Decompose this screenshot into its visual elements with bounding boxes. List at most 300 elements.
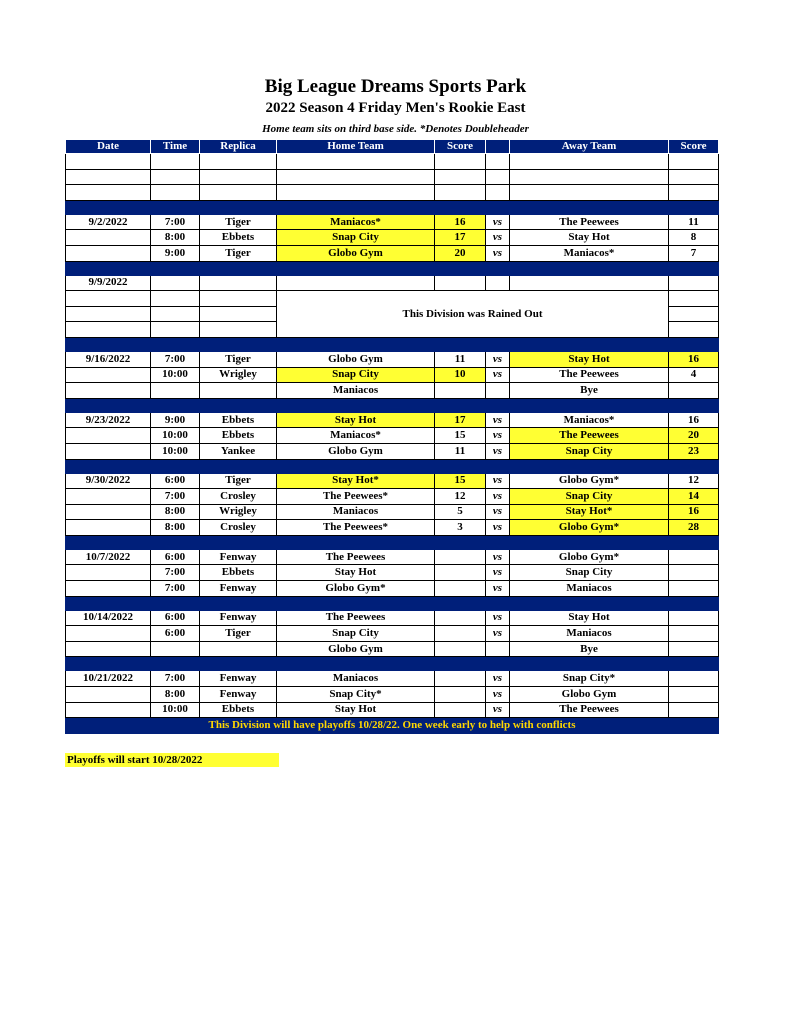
home-team-cell: The Peewees*: [277, 520, 435, 536]
column-header-vs: [486, 140, 510, 154]
home-team-cell: Globo Gym: [277, 641, 435, 657]
doubleheader-note: Home team sits on third base side. *Denotes Doubleheader: [262, 123, 529, 135]
time-cell: 10:00: [151, 367, 200, 383]
time-cell: 7:00: [151, 581, 200, 597]
home-score-cell: [435, 702, 486, 718]
separator-cell: [510, 596, 669, 610]
empty-cell: [151, 169, 200, 185]
empty-cell: [669, 169, 719, 185]
empty-cell: [486, 275, 510, 291]
schedule-table: [65, 139, 719, 734]
empty-cell: [151, 322, 200, 338]
replica-cell: Tiger: [200, 245, 277, 261]
vs-cell: vs: [486, 565, 510, 581]
separator-cell: [200, 596, 277, 610]
empty-cell: [510, 154, 669, 170]
time-cell: 8:00: [151, 504, 200, 520]
vs-cell: vs: [486, 412, 510, 428]
home-score-cell: 5: [435, 504, 486, 520]
column-header-home-team: Home Team: [277, 140, 435, 154]
away-score-cell: 4: [669, 367, 719, 383]
separator-cell: [66, 337, 151, 351]
empty-cell: [277, 169, 435, 185]
time-cell: 10:00: [151, 428, 200, 444]
separator-cell: [669, 535, 719, 549]
away-score-cell: [669, 626, 719, 642]
week-separator: [66, 459, 719, 473]
replica-cell: Tiger: [200, 626, 277, 642]
empty-cell: [200, 275, 277, 291]
replica-cell: Tiger: [200, 214, 277, 230]
home-team-cell: Maniacos: [277, 504, 435, 520]
time-cell: 6:00: [151, 610, 200, 626]
separator-cell: [200, 261, 277, 275]
date-cell: [66, 443, 151, 459]
away-score-cell: 16: [669, 351, 719, 367]
date-cell: [66, 428, 151, 444]
separator-cell: [669, 261, 719, 275]
header-row: [66, 140, 719, 154]
column-header-replica: Replica: [200, 140, 277, 154]
home-score-cell: 17: [435, 412, 486, 428]
vs-cell: vs: [486, 549, 510, 565]
replica-cell: Ebbets: [200, 230, 277, 246]
vs-cell: vs: [486, 610, 510, 626]
separator-cell: [66, 261, 151, 275]
separator-cell: [435, 337, 486, 351]
table-row: [66, 504, 719, 520]
empty-cell: [669, 154, 719, 170]
away-score-cell: 23: [669, 443, 719, 459]
home-score-cell: 10: [435, 367, 486, 383]
home-team-cell: Stay Hot: [277, 565, 435, 581]
time-cell: 10:00: [151, 702, 200, 718]
away-team-cell: The Peewees: [510, 702, 669, 718]
home-team-cell: The Peewees*: [277, 489, 435, 505]
separator-cell: [277, 596, 435, 610]
empty-cell: [510, 169, 669, 185]
separator-cell: [435, 657, 486, 671]
empty-cell: [66, 185, 151, 201]
table-row: [66, 351, 719, 367]
home-team-cell: Snap City: [277, 230, 435, 246]
vs-cell: vs: [486, 489, 510, 505]
separator-cell: [151, 459, 200, 473]
column-header-away-score: Score: [669, 140, 719, 154]
table-row: [66, 214, 719, 230]
home-score-cell: 11: [435, 351, 486, 367]
vs-cell: vs: [486, 581, 510, 597]
table-row: [66, 428, 719, 444]
column-header-away-team: Away Team: [510, 140, 669, 154]
home-score-cell: [435, 671, 486, 687]
table-row: [66, 473, 719, 489]
column-header-date: Date: [66, 140, 151, 154]
vs-cell: vs: [486, 520, 510, 536]
home-score-cell: 12: [435, 489, 486, 505]
table-row: [66, 367, 719, 383]
time-cell: 8:00: [151, 687, 200, 703]
vs-cell: vs: [486, 702, 510, 718]
vs-cell: vs: [486, 214, 510, 230]
time-cell: 7:00: [151, 565, 200, 581]
vs-cell: vs: [486, 230, 510, 246]
home-team-cell: Globo Gym*: [277, 581, 435, 597]
replica-cell: Wrigley: [200, 367, 277, 383]
empty-cell: [435, 275, 486, 291]
empty-cell: [669, 291, 719, 307]
time-cell: 7:00: [151, 671, 200, 687]
park-title: Big League Dreams Sports Park: [264, 76, 527, 97]
separator-cell: [277, 535, 435, 549]
separator-cell: [486, 535, 510, 549]
away-team-cell: Globo Gym: [510, 687, 669, 703]
date-cell: 9/23/2022: [66, 412, 151, 428]
home-team-cell: Globo Gym: [277, 351, 435, 367]
home-score-cell: 17: [435, 230, 486, 246]
date-cell: [66, 581, 151, 597]
time-cell: 7:00: [151, 214, 200, 230]
vs-cell: vs: [486, 473, 510, 489]
away-team-cell: Stay Hot: [510, 610, 669, 626]
table-row: [66, 626, 719, 642]
table-row: [66, 275, 719, 291]
date-cell: [66, 367, 151, 383]
separator-cell: [66, 459, 151, 473]
time-cell: 10:00: [151, 443, 200, 459]
empty-cell: [200, 169, 277, 185]
home-team-cell: Snap City: [277, 626, 435, 642]
separator-cell: [510, 398, 669, 412]
away-team-cell: Snap City: [510, 565, 669, 581]
replica-cell: Wrigley: [200, 504, 277, 520]
separator-cell: [486, 398, 510, 412]
time-cell: 9:00: [151, 245, 200, 261]
time-cell: 6:00: [151, 473, 200, 489]
separator-cell: [200, 398, 277, 412]
week-separator: [66, 337, 719, 351]
away-team-cell: Bye: [510, 641, 669, 657]
table-row: [66, 230, 719, 246]
vs-cell: vs: [486, 671, 510, 687]
empty-cell: [435, 185, 486, 201]
empty-cell: [486, 383, 510, 399]
date-cell: 10/21/2022: [66, 671, 151, 687]
empty-cell: [200, 185, 277, 201]
date-cell: [66, 489, 151, 505]
table-row: [66, 687, 719, 703]
away-score-cell: 28: [669, 520, 719, 536]
home-team-cell: Stay Hot: [277, 702, 435, 718]
separator-cell: [435, 596, 486, 610]
playoffs-note: Playoffs will start 10/28/2022: [65, 753, 279, 767]
date-cell: 10/14/2022: [66, 610, 151, 626]
separator-cell: [277, 261, 435, 275]
away-score-cell: 8: [669, 230, 719, 246]
separator-cell: [669, 398, 719, 412]
away-team-cell: Maniacos: [510, 626, 669, 642]
table-row: [66, 443, 719, 459]
separator-cell: [669, 596, 719, 610]
away-score-cell: 7: [669, 245, 719, 261]
away-score-cell: 11: [669, 214, 719, 230]
home-team-cell: Snap City: [277, 367, 435, 383]
week-separator: [66, 535, 719, 549]
empty-cell: [151, 306, 200, 322]
time-cell: 9:00: [151, 412, 200, 428]
away-team-cell: Snap City: [510, 443, 669, 459]
separator-cell: [66, 596, 151, 610]
separator-cell: [151, 261, 200, 275]
separator-cell: [669, 657, 719, 671]
separator-cell: [277, 459, 435, 473]
week-separator: [66, 261, 719, 275]
home-team-cell: Stay Hot*: [277, 473, 435, 489]
home-team-cell: Maniacos: [277, 671, 435, 687]
separator-cell: [510, 261, 669, 275]
replica-cell: Ebbets: [200, 565, 277, 581]
home-score-cell: [435, 687, 486, 703]
replica-cell: Fenway: [200, 671, 277, 687]
table-row: [66, 702, 719, 718]
empty-cell: [200, 306, 277, 322]
separator-cell: [486, 337, 510, 351]
separator-cell: [510, 200, 669, 214]
home-score-cell: [435, 581, 486, 597]
away-score-cell: 12: [669, 473, 719, 489]
empty-cell: [669, 306, 719, 322]
away-team-cell: Stay Hot*: [510, 504, 669, 520]
away-team-cell: The Peewees: [510, 428, 669, 444]
separator-cell: [669, 200, 719, 214]
separator-cell: [510, 459, 669, 473]
week-separator: [66, 596, 719, 610]
table-row: [66, 412, 719, 428]
date-cell: [66, 504, 151, 520]
table-row: [66, 565, 719, 581]
away-score-cell: [669, 671, 719, 687]
separator-cell: [486, 261, 510, 275]
empty-cell: [66, 306, 151, 322]
rainout-message: This Division was Rained Out: [277, 291, 669, 338]
date-cell: [66, 230, 151, 246]
column-header-home-score: Score: [435, 140, 486, 154]
empty-cell: [486, 185, 510, 201]
empty-cell: [151, 154, 200, 170]
away-score-cell: 16: [669, 412, 719, 428]
separator-cell: [277, 398, 435, 412]
home-score-cell: [435, 565, 486, 581]
separator-cell: [151, 337, 200, 351]
replica-cell: Fenway: [200, 687, 277, 703]
table-row: [66, 520, 719, 536]
separator-cell: [510, 337, 669, 351]
vs-cell: vs: [486, 443, 510, 459]
date-cell: 9/30/2022: [66, 473, 151, 489]
separator-cell: [277, 200, 435, 214]
time-cell: 6:00: [151, 549, 200, 565]
away-team-cell: Globo Gym*: [510, 473, 669, 489]
away-score-cell: [669, 702, 719, 718]
empty-cell: [486, 641, 510, 657]
home-team-cell: Maniacos: [277, 383, 435, 399]
empty-cell: [66, 291, 151, 307]
separator-cell: [669, 337, 719, 351]
vs-cell: vs: [486, 351, 510, 367]
time-cell: 6:00: [151, 626, 200, 642]
empty-cell: [151, 185, 200, 201]
empty-cell: [435, 154, 486, 170]
home-score-cell: 15: [435, 473, 486, 489]
home-team-cell: Globo Gym: [277, 443, 435, 459]
home-score-cell: 20: [435, 245, 486, 261]
separator-cell: [510, 535, 669, 549]
separator-cell: [486, 459, 510, 473]
home-score-cell: [435, 610, 486, 626]
away-score-cell: [669, 383, 719, 399]
home-score-cell: 11: [435, 443, 486, 459]
vs-cell: vs: [486, 428, 510, 444]
away-team-cell: Stay Hot: [510, 351, 669, 367]
home-score-cell: [435, 549, 486, 565]
footer-row: [66, 718, 719, 734]
separator-cell: [66, 200, 151, 214]
separator-cell: [200, 535, 277, 549]
empty-cell: [277, 154, 435, 170]
away-team-cell: Globo Gym*: [510, 549, 669, 565]
empty-cell: [200, 291, 277, 307]
season-title: 2022 Season 4 Friday Men's Rookie East: [265, 100, 526, 116]
separator-cell: [151, 200, 200, 214]
date-cell: [66, 565, 151, 581]
time-cell: 7:00: [151, 351, 200, 367]
empty-cell: [200, 322, 277, 338]
table-row: [66, 610, 719, 626]
empty-cell: [277, 275, 435, 291]
empty-cell: [277, 185, 435, 201]
away-score-cell: [669, 687, 719, 703]
empty-cell: [510, 275, 669, 291]
away-score-cell: 16: [669, 504, 719, 520]
separator-cell: [200, 657, 277, 671]
empty-cell: [435, 169, 486, 185]
home-team-cell: Globo Gym: [277, 245, 435, 261]
vs-cell: vs: [486, 626, 510, 642]
separator-cell: [200, 337, 277, 351]
table-row: [66, 489, 719, 505]
empty-cell: [66, 169, 151, 185]
table-row: [66, 581, 719, 597]
vs-cell: vs: [486, 687, 510, 703]
separator-cell: [435, 398, 486, 412]
separator-cell: [151, 596, 200, 610]
empty-cell: [669, 185, 719, 201]
away-team-cell: Maniacos: [510, 581, 669, 597]
replica-cell: [200, 383, 277, 399]
blank-row: [66, 154, 719, 170]
empty-cell: [669, 322, 719, 338]
date-cell: [66, 626, 151, 642]
away-team-cell: Snap City: [510, 489, 669, 505]
separator-cell: [200, 200, 277, 214]
separator-cell: [486, 200, 510, 214]
home-score-cell: 15: [435, 428, 486, 444]
playoffs-announcement: This Division will have playoffs 10/28/22. One week early to help with conflicts: [66, 718, 719, 734]
date-cell: [66, 687, 151, 703]
separator-cell: [435, 459, 486, 473]
empty-cell: [669, 275, 719, 291]
away-team-cell: Maniacos*: [510, 245, 669, 261]
week-separator: [66, 657, 719, 671]
separator-cell: [277, 337, 435, 351]
replica-cell: Fenway: [200, 610, 277, 626]
date-cell: 9/9/2022: [66, 275, 151, 291]
date-cell: 9/2/2022: [66, 214, 151, 230]
away-team-cell: The Peewees: [510, 214, 669, 230]
separator-cell: [435, 200, 486, 214]
separator-cell: [277, 657, 435, 671]
home-team-cell: Maniacos*: [277, 214, 435, 230]
date-cell: [66, 702, 151, 718]
date-cell: [66, 520, 151, 536]
empty-cell: [151, 275, 200, 291]
separator-cell: [66, 657, 151, 671]
separator-cell: [66, 535, 151, 549]
table-row: [66, 641, 719, 657]
home-team-cell: The Peewees: [277, 549, 435, 565]
away-score-cell: 20: [669, 428, 719, 444]
away-team-cell: Snap City*: [510, 671, 669, 687]
table-row: [66, 383, 719, 399]
date-cell: [66, 383, 151, 399]
home-team-cell: The Peewees: [277, 610, 435, 626]
away-score-cell: [669, 565, 719, 581]
separator-cell: [435, 261, 486, 275]
column-header-time: Time: [151, 140, 200, 154]
away-team-cell: The Peewees: [510, 367, 669, 383]
away-score-cell: 14: [669, 489, 719, 505]
away-team-cell: Stay Hot: [510, 230, 669, 246]
date-cell: 10/7/2022: [66, 549, 151, 565]
home-score-cell: 3: [435, 520, 486, 536]
separator-cell: [200, 459, 277, 473]
away-team-cell: Globo Gym*: [510, 520, 669, 536]
home-score-cell: 16: [435, 214, 486, 230]
date-cell: [66, 245, 151, 261]
replica-cell: Ebbets: [200, 702, 277, 718]
home-score-cell: [435, 383, 486, 399]
empty-cell: [486, 169, 510, 185]
time-cell: [151, 383, 200, 399]
empty-cell: [66, 322, 151, 338]
separator-cell: [151, 535, 200, 549]
table-row: [66, 549, 719, 565]
separator-cell: [669, 459, 719, 473]
away-score-cell: [669, 641, 719, 657]
separator-cell: [151, 657, 200, 671]
away-team-cell: Maniacos*: [510, 412, 669, 428]
table-row: [66, 671, 719, 687]
rainout-row: [66, 291, 719, 307]
empty-cell: [486, 154, 510, 170]
replica-cell: Tiger: [200, 473, 277, 489]
replica-cell: Fenway: [200, 581, 277, 597]
separator-cell: [151, 398, 200, 412]
separator-cell: [435, 535, 486, 549]
empty-cell: [200, 154, 277, 170]
blank-row: [66, 185, 719, 201]
separator-cell: [486, 596, 510, 610]
